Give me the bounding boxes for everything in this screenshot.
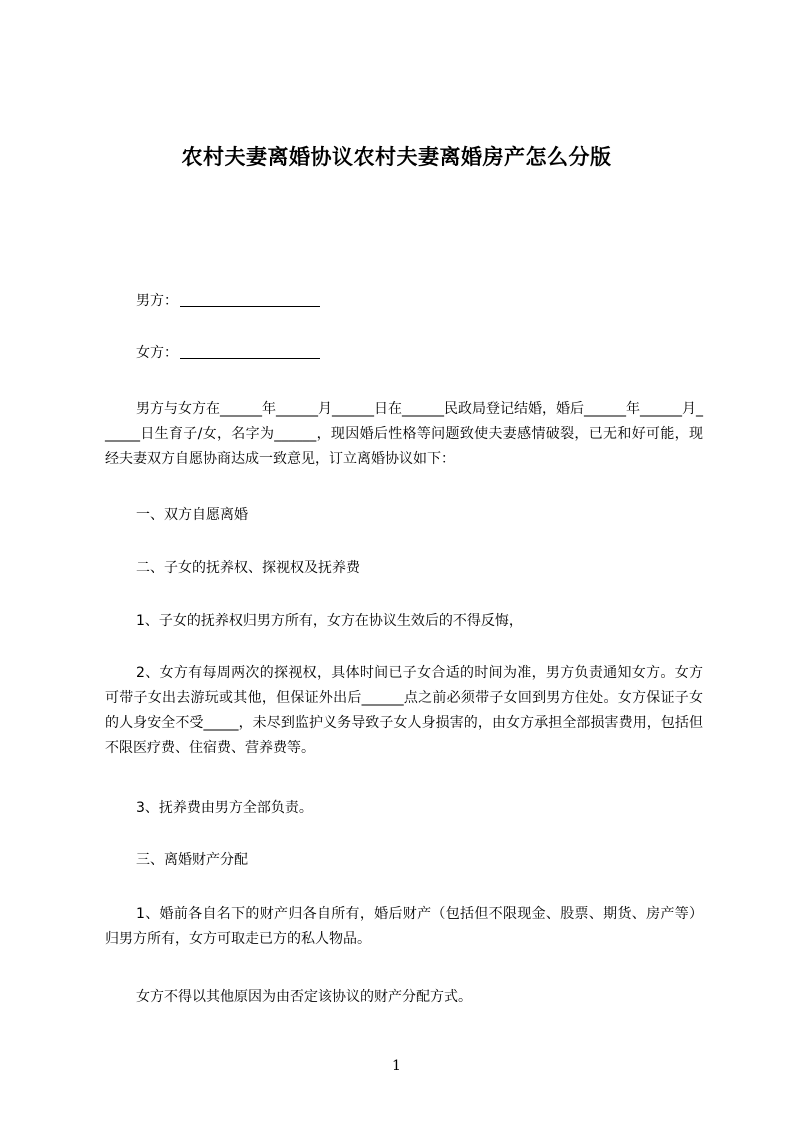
document-title: 农村夫妻离婚协议农村夫妻离婚房产怎么分版 (181, 145, 612, 169)
page-number: 1 (392, 1058, 401, 1074)
clause-2-1: 1、子女的抚养权归男方所有，女方在协议生效后的不得反悔， (136, 613, 523, 629)
section-heading-3: 三、离婚财产分配 (136, 852, 248, 868)
clause-2-3: 3、抚养费由男方全部负责。 (136, 800, 313, 816)
section-heading-2: 二、子女的抚养权、探视权及抚养费 (136, 560, 360, 576)
clause-3-1: 1、婚前各自名下的财产归各自所有，婚后财产（包括但不限现金、股票、期货、房产等）归男方所有，女方可取走已方的私人物品。 (105, 906, 703, 947)
female-party-blank (180, 344, 320, 359)
female-party-label: 女方： (136, 345, 178, 361)
female-party-line (105, 341, 734, 365)
male-party-label: 男方： (136, 293, 178, 309)
section-heading-1: 一、双方自愿离婚 (136, 507, 248, 523)
clause-3-note: 女方不得以其他原因为由否定该协议的财产分配方式。 (136, 989, 472, 1005)
male-party-blank (180, 292, 320, 307)
male-party-line (105, 289, 734, 313)
intro-paragraph: 男方与女方在______年______月______日在______民政局登记结婚，婚后______年______月______日生育子/女，名字为______，现因婚后性格等问题致使夫妻感情破裂，已无和好可能，现经夫妻双方自愿协商达成一致意见，订立离婚协议如下： (105, 401, 703, 467)
clause-2-2: 2、女方有每周两次的探视权，具体时间已子女合适的时间为准，男方负责通知女方。女方可带子女出去游玩或其他，但保证外出后______点之前必须带子女回到男方住处。女方保证子女的人身安全不受_____，未尽到监护义务导致子女人身损害的，由女方承担全部损害费用，包括但不限医疗费、住宿费、营养费等。 (105, 665, 703, 756)
